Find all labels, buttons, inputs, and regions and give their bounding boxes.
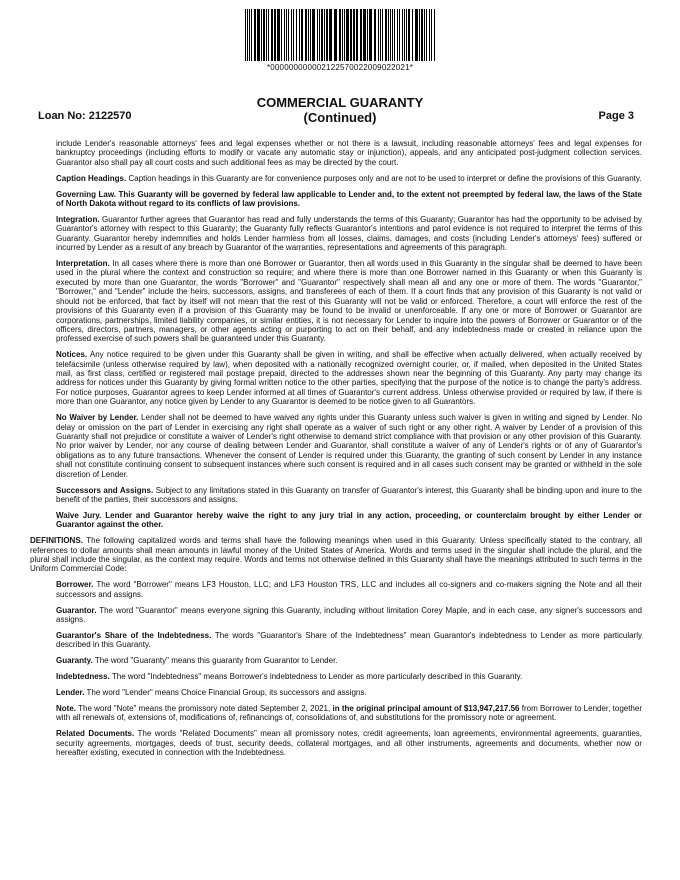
barcode-bar	[277, 9, 280, 61]
definition-guarantor-share	[56, 631, 642, 650]
barcode-bar	[254, 9, 256, 61]
paragraph-heading: Governing Law.	[56, 189, 116, 199]
paragraph-text: Lender shall not be deemed to have waived any rights under this Guaranty unless such waiver is given in writing and signed by Lender. No delay or omission on the part of Lender in exercising any right shall operate as a waiver of such right or any other right. A waiver by Lender of a provision of this Guaranty shall not prejudice or constitute a waiver of Lender's right otherwise to demand strict compliance with that provision or any other provision of this Guaranty. No prior waiver by Lender, nor any course of dealing between Lender and Guarantor, shall constitute a waiver of any of Lender's rights or of any of Guarantor's obligations as to any future transactions. Whenever the consent of Lender is required under this Guaranty, the granting of such consent by Lender in any instance shall not constitute continuing consent to subsequent instances where such consent is required and in all cases such consent may be granted or withheld in the sole discretion of Lender.	[56, 413, 643, 479]
definition-text: The words "Related Documents" mean all promissory notes, credit agreements, loan agreements, environmental agreements, guaranties, security agreements, mortgages, deeds of trust, security deeds, collateral mortgages, and all other instruments, agreements and documents, whether now or hereafter existing, executed in connection with the Indebtedness.	[56, 729, 643, 758]
barcode-bar	[419, 9, 420, 61]
paragraph-heading: Waive Jury.	[56, 510, 102, 520]
barcode-bar	[324, 9, 325, 61]
title-continued: (Continued)	[303, 110, 377, 125]
definition-term: Note.	[56, 703, 76, 713]
definition-guaranty	[56, 656, 642, 665]
barcode-bar	[412, 9, 413, 61]
paragraph-text: Subject to any limitations stated in this Guaranty on transfer of Guarantor's interest, this Guaranty shall be binding upon and inure to the benefit of the parties, their successors and assigns.	[56, 485, 642, 504]
paragraph-interpretation	[56, 259, 642, 344]
definition-text: The word "Borrower" means LF3 Houston, LLC; and LF3 Houston TRS, LLC and includes all co-signers and co-makers signing the Note and all their successors and assigns.	[56, 580, 643, 599]
definition-term: Lender.	[56, 688, 85, 697]
barcode-bar	[350, 9, 352, 61]
document-header	[0, 95, 680, 127]
paragraph-text: Caption headings in this Guaranty are for convenience purposes only and are not to be used to interpret or define the provisions of this Guaranty.	[128, 173, 642, 183]
barcode-bar	[385, 9, 387, 61]
paragraph-integration	[56, 215, 642, 253]
barcode-bar	[404, 9, 405, 61]
barcode-bar	[281, 9, 282, 61]
barcode-bar	[356, 9, 358, 61]
barcode-bar	[291, 9, 292, 61]
barcode-bar	[382, 9, 383, 61]
barcode-bar	[305, 9, 307, 61]
paragraph-text: The following capitalized words and terms shall have the following meanings when used in this Guaranty. Unless specifically stated to the contrary, all references to dollar amounts shall mean amounts in lawful money of the United States of America. Words and terms used in the singular shall include the plural, and the plural shall include the singular, as the context may require. Words and terms not otherwise defined in this Guaranty shall have the meanings attributed to such terms in the Uniform Commercial Code:	[30, 536, 642, 574]
barcode-bar	[247, 9, 248, 61]
definition-term: Guaranty.	[56, 656, 93, 666]
barcode-bar	[369, 9, 372, 61]
definition-text: The word "Note" means the promissory note dated September 2, 2021,	[78, 703, 331, 713]
definition-term: Borrower.	[56, 580, 94, 590]
barcode-bar	[374, 9, 376, 61]
barcode-bar	[424, 9, 425, 61]
barcode-bar	[249, 9, 250, 61]
barcode-bar	[421, 9, 423, 61]
barcode-bar	[431, 9, 432, 61]
barcode-bar	[399, 9, 400, 61]
paragraph-caption-headings	[56, 174, 642, 183]
paragraph-heading: Notices.	[56, 350, 88, 360]
barcode-number: *000000000002122570022009022021*	[266, 63, 414, 72]
paragraph-definitions	[30, 536, 642, 574]
paragraph-text: This Guaranty will be governed by federal law applicable to Lender and, to the extent not preempted by federal law, the laws of the State of North Dakota without regard to its conflicts of law provisions.	[56, 189, 642, 209]
barcode-bar	[326, 9, 328, 61]
definition-term: Guarantor.	[56, 605, 97, 615]
barcode-bar	[367, 9, 368, 61]
title-main: COMMERCIAL GUARANTY	[256, 95, 424, 110]
barcode-bar	[415, 9, 418, 61]
definition-term: Indebtedness.	[56, 672, 110, 682]
barcode-bar	[296, 9, 297, 61]
definition-text: The word "Indebtedness" means Borrower's indebtedness to Lender as more particularly described in this Guaranty.	[111, 672, 523, 682]
paragraph-heading: Interpretation.	[56, 259, 110, 269]
definition-text: The word "Guaranty" means this guaranty from Guarantor to Lender.	[94, 656, 338, 666]
paragraph-text: Any notice required to be given under this Guaranty shall be given in writing, and shall be effective when actually delivered, when actually received by telefacsimile (unless otherwise required by law), when deposited with a nationally recognized overnight courier, or, if mailed, when deposited in the United States mail, as first class, certified or registered mail postage prepaid, directed to the addresses shown near the beginning of this Guaranty. Any party may change its address for notices under this Guaranty by giving formal written notice to the other parties, specifying that the purpose of the notice is to change the party's address. For notice purposes, Guarantor agrees to keep Lender informed at all times of Guarantor's current address. Unless otherwise provided or required by law, if there is more than one Guarantor, any notice given by Lender to any Guarantor is deemed to be notice given to all Guarantors.	[56, 350, 643, 407]
barcode-bar	[310, 9, 311, 61]
barcode-bar	[429, 9, 430, 61]
barcode-bar	[392, 9, 393, 61]
barcode-bar	[308, 9, 309, 61]
barcode-bar	[408, 9, 410, 61]
definition-borrower	[56, 580, 642, 599]
barcode-bar	[257, 9, 260, 61]
paragraph-notices	[56, 350, 642, 406]
definition-text: The word "Guarantor" means everyone signing this Guaranty, including without limitation Corey Maple, and in each case, any signer's successors and assigns.	[56, 605, 643, 624]
definition-indebtedness	[56, 672, 642, 681]
barcode-bar	[261, 9, 262, 61]
paragraph-governing-law	[56, 190, 642, 209]
paragraph-text: Lender and Guarantor hereby waive the right to any jury trial in any action, proceeding, or counterclaim brought by either Lender or Guarantor against the other.	[56, 510, 642, 530]
barcode-bar	[266, 9, 267, 61]
paragraph-heading: DEFINITIONS.	[30, 536, 83, 546]
barcode-bar	[346, 9, 349, 61]
definition-term: Guarantor's Share of the Indebtedness.	[56, 630, 212, 640]
barcode-bar	[286, 9, 287, 61]
barcode-bar	[426, 9, 427, 61]
barcode-bar	[378, 9, 379, 61]
barcode-bar	[284, 9, 285, 61]
loan-number: Loan No: 2122570	[38, 110, 132, 122]
barcode-bar	[434, 9, 435, 61]
paragraph-heading: Caption Headings.	[56, 173, 127, 183]
barcode-bar	[402, 9, 403, 61]
barcode	[243, 9, 439, 61]
definition-guarantor	[56, 606, 642, 625]
barcode-bar	[397, 9, 398, 61]
paragraph-text: include Lender's reasonable attorneys' fees and legal expenses whether or not there is a lawsuit, including reasonable attorneys' fees and legal expenses for bankruptcy proceedings (including efforts to modify or vacate any automatic stay or injunction), appeals, and any anticipated post-judgment collection services. Guarantor also shall pay all court costs and such additional fees as may be directed by the court.	[56, 139, 642, 167]
barcode-bar	[245, 9, 246, 61]
barcode-bar	[288, 9, 289, 61]
definition-text: The words "Guarantor's Share of the Indebtedness" mean Guarantor's indebtedness to Lender as more particularly described in this Guaranty.	[56, 630, 643, 650]
barcode-bar	[293, 9, 294, 61]
principal-amount: in the original principal amount of $13,947,217.56	[332, 703, 520, 713]
barcode-bar	[317, 9, 318, 61]
paragraph-text: Guarantor further agrees that Guarantor has read and fully understands the terms of this Guaranty; Guarantor has had the opportunity to be advised by Guarantor's attorney with respect to this Guaranty; the Guaranty fully reflects Guarantor's intentions and parol evidence is not required to interpret the terms of this Guaranty. Guarantor hereby indemnifies and holds Lender harmless from all losses, claims, damages, and costs (including Lender's attorneys' fees) suffered or incurred by Lender as a result of any breach by Guarantor of the warranties, representations and agreements of this paragraph.	[56, 214, 642, 253]
barcode-bar	[301, 9, 303, 61]
barcode-bar	[334, 9, 337, 61]
paragraph-waive-jury	[56, 511, 642, 530]
barcode-bar	[353, 9, 355, 61]
barcode-bar	[388, 9, 389, 61]
barcode-bar	[342, 9, 343, 61]
paragraph-heading: No Waiver by Lender.	[56, 413, 139, 423]
paragraph-heading: Successors and Assigns.	[56, 485, 154, 495]
barcode-bar	[360, 9, 362, 61]
barcode-bar	[380, 9, 381, 61]
barcode-bar	[274, 9, 276, 61]
definition-text: from Borrower to Lender, together with all renewals of, extensions of, modifications of, refinancings of, consolidations of, and substitutions for the promissory note or agreement.	[56, 703, 642, 723]
definition-term: Related Documents.	[56, 729, 135, 739]
document-title	[0, 95, 680, 125]
barcode-bar	[319, 9, 320, 61]
paragraph-text: In all cases where there is more than one Borrower or Guarantor, then all words used in this Guaranty in the singular shall be deemed to have been used in the plural where the context and construction so require; and where there is more than one Borrower named in this Guaranty or when this Guaranty is executed by more than one Guarantor, the words "Borrower" and "Guarantor" respectively shall mean all and any one or more of them. The words "Guarantor," "Borrower," and "Lender" include the heirs, successors, assigns, and transferees of each of them. If a court finds that any provision of this Guaranty is not valid or should not be enforced, that fact by itself will not mean that the rest of this Guaranty will not be valid or enforced. Therefore, a court will enforce the rest of the provisions of this Guaranty even if a provision of this Guaranty may be found to be invalid or unenforceable. If any one or more of Borrower or Guarantor are corporations, partnerships, limited liability companies, or similar entities, it is not necessary for Lender to inquire into the powers of Borrower or Guarantor or of the officers, directors, partners, managers, or other agents acting or purporting to act on their behalf, and any indebtedness made or created in reliance upon the professed exercise of such powers shall be guaranteed under this Guaranty.	[56, 259, 642, 344]
barcode-bar	[321, 9, 323, 61]
definition-lender	[56, 688, 642, 697]
barcode-bar	[312, 9, 315, 61]
document-body	[30, 139, 642, 764]
paragraph-successors	[56, 486, 642, 505]
page-number: Page 3	[598, 110, 634, 122]
barcode-bar	[363, 9, 366, 61]
barcode-bar	[390, 9, 391, 61]
definition-text: The word "Lender" means Choice Financial Group, its successors and assigns.	[86, 688, 367, 697]
paragraph-no-waiver	[56, 413, 642, 479]
barcode-bar	[263, 9, 265, 61]
paragraph-heading: Integration.	[56, 214, 100, 224]
paragraph-fees-continued	[56, 139, 642, 167]
definition-note	[56, 704, 642, 723]
barcode-bar	[329, 9, 332, 61]
barcode-bar	[268, 9, 269, 61]
barcode-bar	[406, 9, 407, 61]
barcode-bar	[271, 9, 273, 61]
definition-related-documents	[56, 729, 642, 757]
barcode-bar	[299, 9, 300, 61]
barcode-bar	[394, 9, 395, 61]
barcode-bar	[339, 9, 341, 61]
barcode-bar	[251, 9, 252, 61]
barcode-bar	[344, 9, 345, 61]
